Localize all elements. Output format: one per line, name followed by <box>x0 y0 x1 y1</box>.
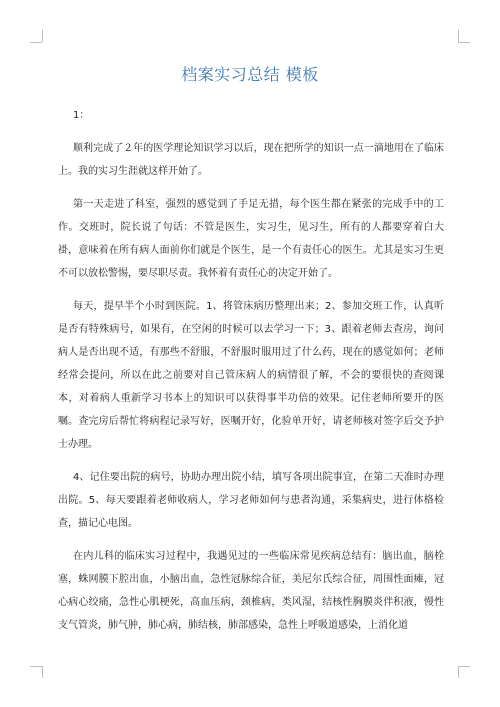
paragraph-4: 4、记住要出院的病号，协助办理出院小结，填写各项出院事宜，在第二天准时办理出院。5、每天要跟着老师收病人，学习老师如何与患者沟通，采集病史，进行体格检查，描记心电图。 <box>58 472 444 529</box>
crop-mark-top-right-h <box>458 42 470 43</box>
crop-mark-top-left-h <box>30 42 42 43</box>
section-number: 1： <box>73 110 90 121</box>
crop-mark-top-right-v <box>458 30 459 42</box>
document-title: 档案实习总结 模板 <box>181 65 319 84</box>
crop-mark-bottom-right-h <box>458 666 470 667</box>
crop-mark-bottom-left-h <box>30 666 42 667</box>
document-body <box>58 104 444 647</box>
paragraph-5: 在内儿科的临床实习过程中，我遇见过的一些临床常见疾病总结有：脑出血，脑栓塞，蛛网膜下腔出血，小脑出血，急性冠脉综合征，美尼尔氏综合征，周围性面瘫，冠心病心绞痛，急性心肌梗死，高血压病，颈椎病，类风湿，结核性胸膜炎伴积液，慢性支气管炎，肺气肿，肺心病，肺结核，肺部感染，急性上呼吸道感染，上消化道 <box>58 551 444 631</box>
crop-mark-bottom-right-v <box>458 666 459 678</box>
paragraph-2: 第一天走进了科室，强烈的感觉到了手足无措，每个医生都在紧张的完成手中的工作。交班时，院长说了句话：不管是医生，实习生，见习生，所有的人都要穿着白大褂，意味着在所有病人面前你们就是个医生，是一个有责任心的医生。尤其是实习生更不可以放松警惕，要尽职尽责。我怀着有责任心的决定开始了。 <box>58 199 444 279</box>
crop-mark-bottom-left-v <box>42 666 43 678</box>
paragraph-3: 每天，提早半个小时到医院。1、将管床病历整理出来；2、参加交班工作，认真听是否有特殊病号，如果有，在空闲的时候可以去学习一下；3、跟着老师去查房，询问病人是否出现不适，有那些不舒服，不舒服时服用过了什么药，现在的感觉如何；老师经常会提问，所以在此之前要对自己管床病人的病情很了解，不会的要很快的查阅课本，对着病人重新学习书本上的知识可以获得事半功倍的效果。记住老师所要开的医嘱。查完房后帮忙将病程记录写好，医嘱开好，化验单开好，请老师核对签字后交予护士办理。 <box>58 301 444 450</box>
paragraph-1: 顺利完成了２年的医学理论知识学习以后，现在把所学的知识一点一滴地用在了临床上。我的实习生涯就这样开始了。 <box>58 143 444 177</box>
crop-mark-top-left-v <box>42 30 43 42</box>
